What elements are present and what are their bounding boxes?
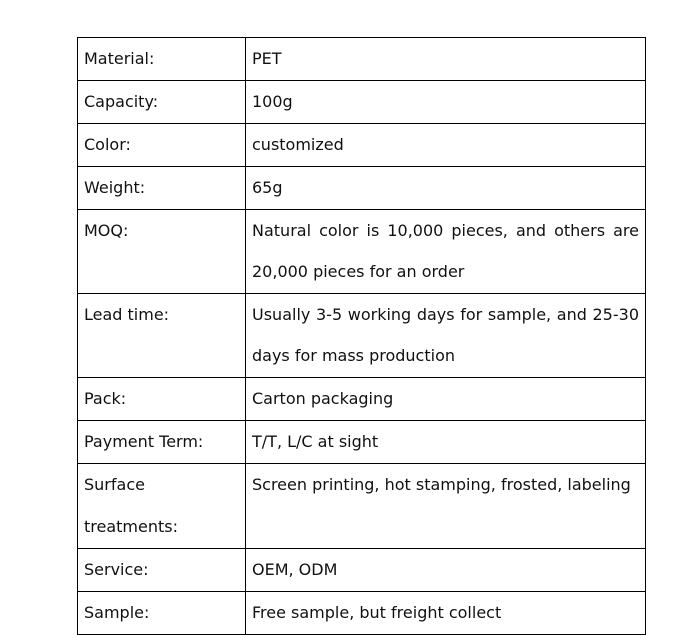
spec-label: Pack: — [78, 378, 246, 421]
spec-label: Material: — [78, 38, 246, 81]
spec-row-moq — [78, 210, 646, 294]
spec-row-sample — [78, 592, 646, 635]
spec-row-payment-term — [78, 421, 646, 464]
spec-value: Carton packaging — [246, 378, 646, 421]
spec-label: MOQ: — [78, 210, 246, 294]
spec-row-pack — [78, 378, 646, 421]
spec-value: Screen printing, hot stamping, frosted, labeling — [246, 464, 646, 549]
spec-label: Sample: — [78, 592, 246, 635]
spec-label: Weight: — [78, 167, 246, 210]
spec-row-material — [78, 38, 646, 81]
spec-row-lead-time — [78, 294, 646, 378]
spec-label: Service: — [78, 549, 246, 592]
spec-row-weight — [78, 167, 646, 210]
product-spec-table — [77, 37, 646, 635]
spec-value: PET — [246, 38, 646, 81]
spec-row-capacity — [78, 81, 646, 124]
spec-value: Natural color is 10,000 pieces, and others are 20,000 pieces for an order — [246, 210, 646, 294]
spec-label: Capacity: — [78, 81, 246, 124]
spec-label: Payment Term: — [78, 421, 246, 464]
spec-row-surface-treatments — [78, 464, 646, 549]
spec-value: Usually 3-5 working days for sample, and 25-30 days for mass production — [246, 294, 646, 378]
spec-row-service — [78, 549, 646, 592]
spec-label: Color: — [78, 124, 246, 167]
spec-label: Surface treatments: — [78, 464, 246, 549]
spec-value: Free sample, but freight collect — [246, 592, 646, 635]
spec-value: OEM, ODM — [246, 549, 646, 592]
spec-value: 100g — [246, 81, 646, 124]
spec-row-color — [78, 124, 646, 167]
spec-value: T/T, L/C at sight — [246, 421, 646, 464]
spec-value: customized — [246, 124, 646, 167]
spec-label: Lead time: — [78, 294, 246, 378]
spec-value: 65g — [246, 167, 646, 210]
